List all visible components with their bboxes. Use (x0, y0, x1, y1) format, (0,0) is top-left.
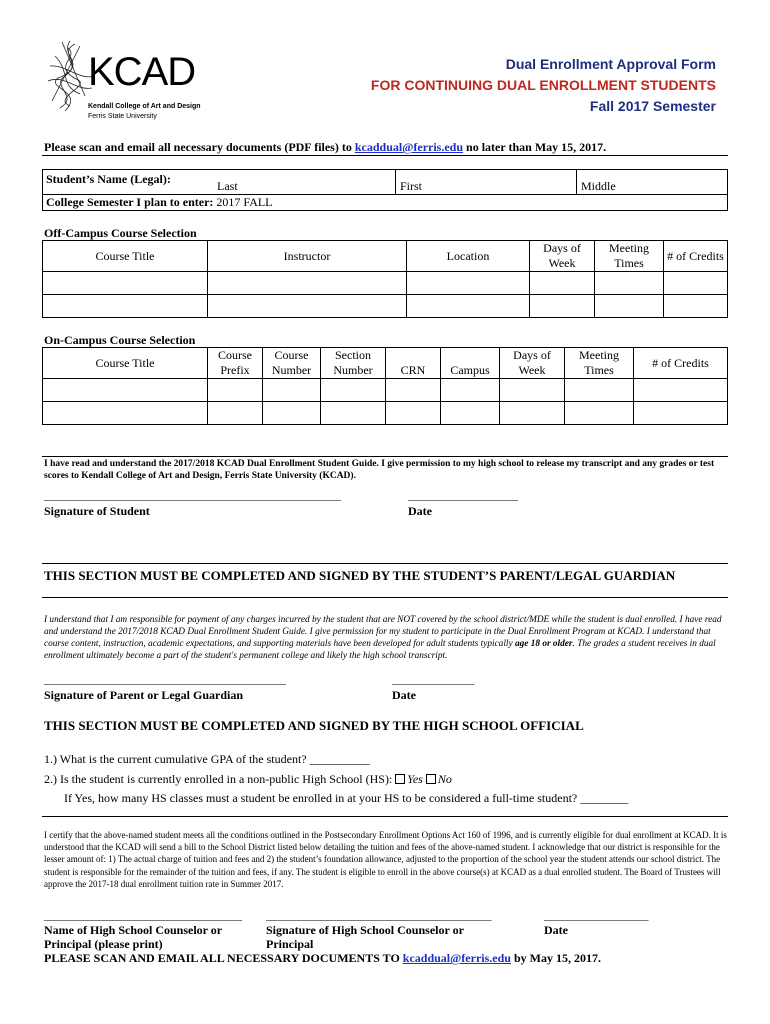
first-name-label: First (400, 179, 423, 193)
off-header-credits: # of Credits (664, 241, 728, 272)
student-signature-label: Signature of Student (44, 504, 150, 518)
on-cell[interactable] (208, 379, 263, 402)
counselor-name-label-1: Name of High School Counselor or (44, 923, 223, 937)
on-campus-title: On-Campus Course Selection (44, 333, 196, 347)
table-row (43, 402, 728, 425)
divider (42, 816, 728, 817)
parent-section-heading: THIS SECTION MUST BE COMPLETED AND SIGNED BY THE STUDENT’S PARENT/LEGAL GUARDIAN (44, 568, 676, 583)
last-name-field[interactable] (213, 170, 396, 195)
semester-label: College Semester I plan to enter: (46, 195, 214, 209)
on-cell[interactable] (441, 402, 500, 425)
student-statement: I have read and understand the 2017/2018 KCAD Dual Enrollment Student Guide. I give permission to my high school to release my transcript and any grades or test scores to Kendall College of Art and Design, Ferris State University (KCAD). (44, 459, 715, 481)
instruction-after: no later than May 15, 2017. (463, 140, 607, 154)
instruction-text (44, 140, 606, 155)
on-cell[interactable] (321, 379, 386, 402)
first-name-field[interactable] (396, 170, 577, 195)
off-header-location: Location (407, 241, 530, 272)
off-cell[interactable] (664, 295, 728, 318)
off-cell[interactable] (407, 295, 530, 318)
off-cell[interactable] (208, 272, 407, 295)
parent-date-label: Date (392, 688, 416, 702)
logo-university-name: Ferris State University (88, 113, 157, 120)
student-signature-line[interactable]: ______________________________________________________ (44, 490, 341, 502)
on-cell[interactable] (321, 402, 386, 425)
divider (42, 456, 728, 457)
on-cell[interactable] (386, 402, 441, 425)
on-cell[interactable] (565, 402, 634, 425)
on-cell[interactable] (386, 379, 441, 402)
divider (42, 563, 728, 564)
non-public-question (44, 772, 452, 787)
student-date-label: Date (408, 504, 432, 518)
fulltime-question[interactable]: If Yes, how many HS classes must a student be enrolled in at your HS to be considered a full-time student? ________ (64, 791, 629, 805)
on-header-course-number: Course Number (263, 348, 321, 379)
on-cell[interactable] (634, 379, 728, 402)
yes-checkbox[interactable] (395, 774, 405, 784)
middle-name-field[interactable] (577, 170, 728, 195)
on-header-crn: CRN (386, 348, 441, 379)
divider (42, 155, 728, 156)
on-header-course-prefix: Course Prefix (208, 348, 263, 379)
off-campus-title: Off-Campus Course Selection (44, 226, 197, 240)
parent-text-4: . The grades a student receives in dual enrollment ultimately become a part of the student's permanent college and likely the high school transcript. (44, 639, 716, 661)
no-checkbox[interactable] (426, 774, 436, 784)
off-cell[interactable] (595, 295, 664, 318)
parent-text-2: . I give permission for my student to participate in the Dual Enrollment Program at KCAD. I understand that course content, instruction, academic expectations, and supporting materials have been developed for adult students typically (44, 627, 711, 649)
on-header-credits: # of Credits (634, 348, 728, 379)
off-cell[interactable] (43, 272, 208, 295)
on-cell[interactable] (441, 379, 500, 402)
counselor-signature-label-1: Signature of High School Counselor or (266, 923, 464, 937)
footer-after: by May 15, 2017. (510, 951, 601, 965)
certify-statement: I certify that the above-named student meets all the conditions outlined in the Postsecondary Enrollment Options Act 160 of 1996, and is currently eligible for dual enrollment at KCAD. It is understood that the KCAD will send a bill to the School District listed below detailing the tuition and fees of the above-named student. I acknowledge that our district is responsible for the lesser amount of: 1) The actual charge of tuition and fees and 2) the student’s foundation allowance, adjusted to the proportion of the school year the student attends our school district. The student is responsible for the remainder of the tuition and fees, if any. The student is eligible to enroll in the above course(s) at KCAD as a dual enrolled student. The Board of Trustees will approve the 2017-18 dual enrollment tuition rate in Summer 2017. (44, 830, 727, 889)
off-cell[interactable] (664, 272, 728, 295)
off-header-instructor: Instructor (208, 241, 407, 272)
student-date-line[interactable]: ____________________ (408, 490, 518, 502)
off-cell[interactable] (530, 295, 595, 318)
on-cell[interactable] (43, 402, 208, 425)
logo-college-name: Kendall College of Art and Design (88, 103, 201, 110)
counselor-signature-label-2: Principal (266, 937, 314, 951)
table-row (43, 379, 728, 402)
counselor-name-line[interactable]: ____________________________________ (44, 910, 242, 922)
footer-email-link[interactable]: kcaddual@ferris.edu (402, 951, 511, 965)
student-name-table (42, 169, 728, 211)
on-cell[interactable] (208, 402, 263, 425)
student-name-label: Student’s Name (Legal): (43, 170, 214, 195)
off-header-days: Days of Week (530, 241, 595, 272)
logo-wordmark: KCAD (88, 50, 196, 94)
form-subtitle: FOR CONTINUING DUAL ENROLLMENT STUDENTS (370, 77, 716, 93)
gpa-question[interactable]: 1.) What is the current cumulative GPA of the student? __________ (44, 752, 370, 766)
off-cell[interactable] (208, 295, 407, 318)
middle-name-label: Middle (581, 179, 616, 193)
form-semester: Fall 2017 Semester (589, 98, 716, 114)
no-label: No (437, 772, 452, 786)
table-row (43, 272, 728, 295)
parent-statement (44, 614, 728, 662)
parent-text-age: age 18 or older (514, 639, 573, 649)
off-cell[interactable] (530, 272, 595, 295)
off-cell[interactable] (43, 295, 208, 318)
yes-label: Yes (407, 772, 423, 786)
instruction-before: Please scan and email all necessary documents (PDF files) to (44, 140, 355, 154)
off-header-times: Meeting Times (595, 241, 664, 272)
on-header-days: Days of Week (500, 348, 565, 379)
counselor-signature-line[interactable]: _________________________________________ (266, 910, 492, 922)
table-row (43, 295, 728, 318)
parent-signature-label: Signature of Parent or Legal Guardian (44, 688, 244, 702)
off-cell[interactable] (407, 272, 530, 295)
on-cell[interactable] (634, 402, 728, 425)
footer-before: PLEASE SCAN AND EMAIL ALL NECESSARY DOCUMENTS TO (44, 951, 403, 965)
semester-row (43, 195, 728, 211)
on-cell[interactable] (500, 379, 565, 402)
off-campus-table (42, 240, 728, 318)
parent-signature-line[interactable]: ____________________________________________ (44, 674, 286, 686)
counselor-name-label-2: Principal (please print) (44, 937, 163, 951)
semester-value[interactable]: 2017 FALL (213, 195, 273, 209)
on-header-campus: Campus (441, 348, 500, 379)
counselor-date-label: Date (544, 923, 568, 937)
counselor-date-line[interactable]: ___________________ (544, 910, 649, 922)
form-title: Dual Enrollment Approval Form (505, 56, 716, 72)
on-cell[interactable] (263, 402, 321, 425)
non-public-question-text: 2.) Is the student is currently enrolled in a non-public High School (HS): (44, 772, 396, 786)
footer-instruction (44, 951, 601, 966)
on-cell[interactable] (263, 379, 321, 402)
on-cell[interactable] (565, 379, 634, 402)
last-name-label: Last (217, 179, 238, 193)
divider (42, 597, 728, 598)
on-campus-table (42, 347, 728, 425)
on-cell[interactable] (500, 402, 565, 425)
email-link[interactable]: kcaddual@ferris.edu (354, 140, 464, 154)
on-header-times: Meeting Times (565, 348, 634, 379)
parent-text-1: I understand that I am responsible for payment of any charges incurred by the student that are NOT covered by the school district/MDE while the student is dual enrolled. I have read and understand the 2017/2018 KCAD Dual Enrollment Student Guide (44, 615, 722, 637)
official-section-heading: THIS SECTION MUST BE COMPLETED AND SIGNED BY THE HIGH SCHOOL OFFICIAL (44, 718, 584, 733)
on-cell[interactable] (43, 379, 208, 402)
on-header-course-title: Course Title (43, 348, 208, 379)
off-cell[interactable] (595, 272, 664, 295)
parent-date-line[interactable]: _______________ (392, 674, 475, 686)
off-header-course-title: Course Title (43, 241, 208, 272)
on-header-section-number: Section Number (321, 348, 386, 379)
